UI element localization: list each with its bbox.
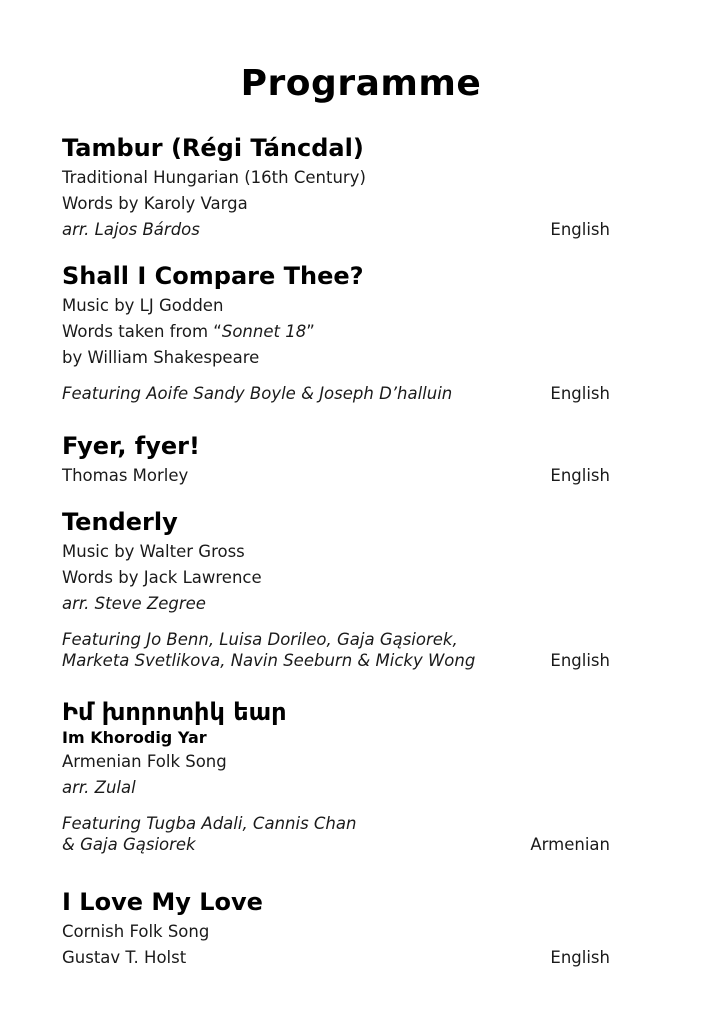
piece-title: Fyer, fyer!: [62, 432, 200, 460]
piece-title: I Love My Love: [62, 888, 263, 916]
piece-language: English: [550, 651, 610, 670]
piece-featuring: Featuring Aoife Sandy Boyle & Joseph D’halluin: [62, 384, 453, 403]
piece-words: [62, 319, 612, 345]
page-title: Programme: [240, 63, 482, 104]
piece-music: Music by Walter Gross: [62, 542, 245, 561]
programme-item-tenderly: [62, 507, 612, 671]
piece-music: Music by LJ Godden: [62, 296, 224, 315]
programme-item-fyer-fyer: [62, 431, 612, 489]
piece-title: Tambur (Régi Táncdal): [62, 134, 364, 162]
programme-item-i-love-my-love: [62, 887, 612, 971]
programme-item-shall-i-compare-thee: [62, 261, 612, 404]
piece-arranger-row: [62, 217, 612, 243]
words-work: Sonnet 18: [221, 322, 307, 341]
piece-arranger: arr. Lajos Bárdos: [62, 220, 200, 239]
programme-item-tambur: [62, 133, 612, 243]
piece-words: Words by Karoly Varga: [62, 194, 248, 213]
piece-arranger: arr. Steve Zegree: [62, 594, 206, 613]
piece-language: English: [550, 220, 610, 239]
piece-featuring-row: [62, 834, 612, 855]
piece-title: Shall I Compare Thee?: [62, 262, 364, 290]
piece-featuring-row: [62, 383, 612, 404]
piece-featuring-line-1: Featuring Jo Benn, Luisa Dorileo, Gaja Gąsiorek,: [62, 630, 458, 649]
piece-featuring-line-1: Featuring Tugba Adali, Cannis Chan: [62, 814, 357, 833]
piece-language: English: [550, 466, 610, 485]
piece-words: Words by Jack Lawrence: [62, 568, 262, 587]
piece-arranger: arr. Zulal: [62, 778, 136, 797]
words-prefix: Words taken from “: [62, 322, 222, 341]
piece-origin: Traditional Hungarian (16th Century): [62, 168, 366, 187]
piece-language: English: [550, 384, 610, 403]
piece-featuring-line-2: Marketa Svetlikova, Navin Seeburn & Micky Wong: [62, 651, 476, 670]
piece-composer-row: [62, 945, 612, 971]
programme-item-im-khorodig-yar: [62, 697, 612, 855]
piece-composer-row: [62, 463, 612, 489]
piece-origin: Cornish Folk Song: [62, 922, 210, 941]
piece-title: Tenderly: [62, 508, 178, 536]
piece-featuring-line-2: & Gaja Gąsiorek: [62, 835, 196, 854]
piece-by: by William Shakespeare: [62, 348, 260, 367]
piece-origin: Armenian Folk Song: [62, 752, 227, 771]
piece-language: Armenian: [530, 835, 610, 854]
piece-featuring-row: [62, 650, 612, 671]
piece-title: Իմ խորոտիկ եար: [62, 698, 287, 726]
words-suffix: ”: [306, 322, 315, 341]
piece-composer: Gustav T. Holst: [62, 948, 187, 967]
piece-language: English: [550, 948, 610, 967]
piece-composer: Thomas Morley: [62, 466, 189, 485]
piece-subtitle: Im Khorodig Yar: [62, 728, 207, 747]
